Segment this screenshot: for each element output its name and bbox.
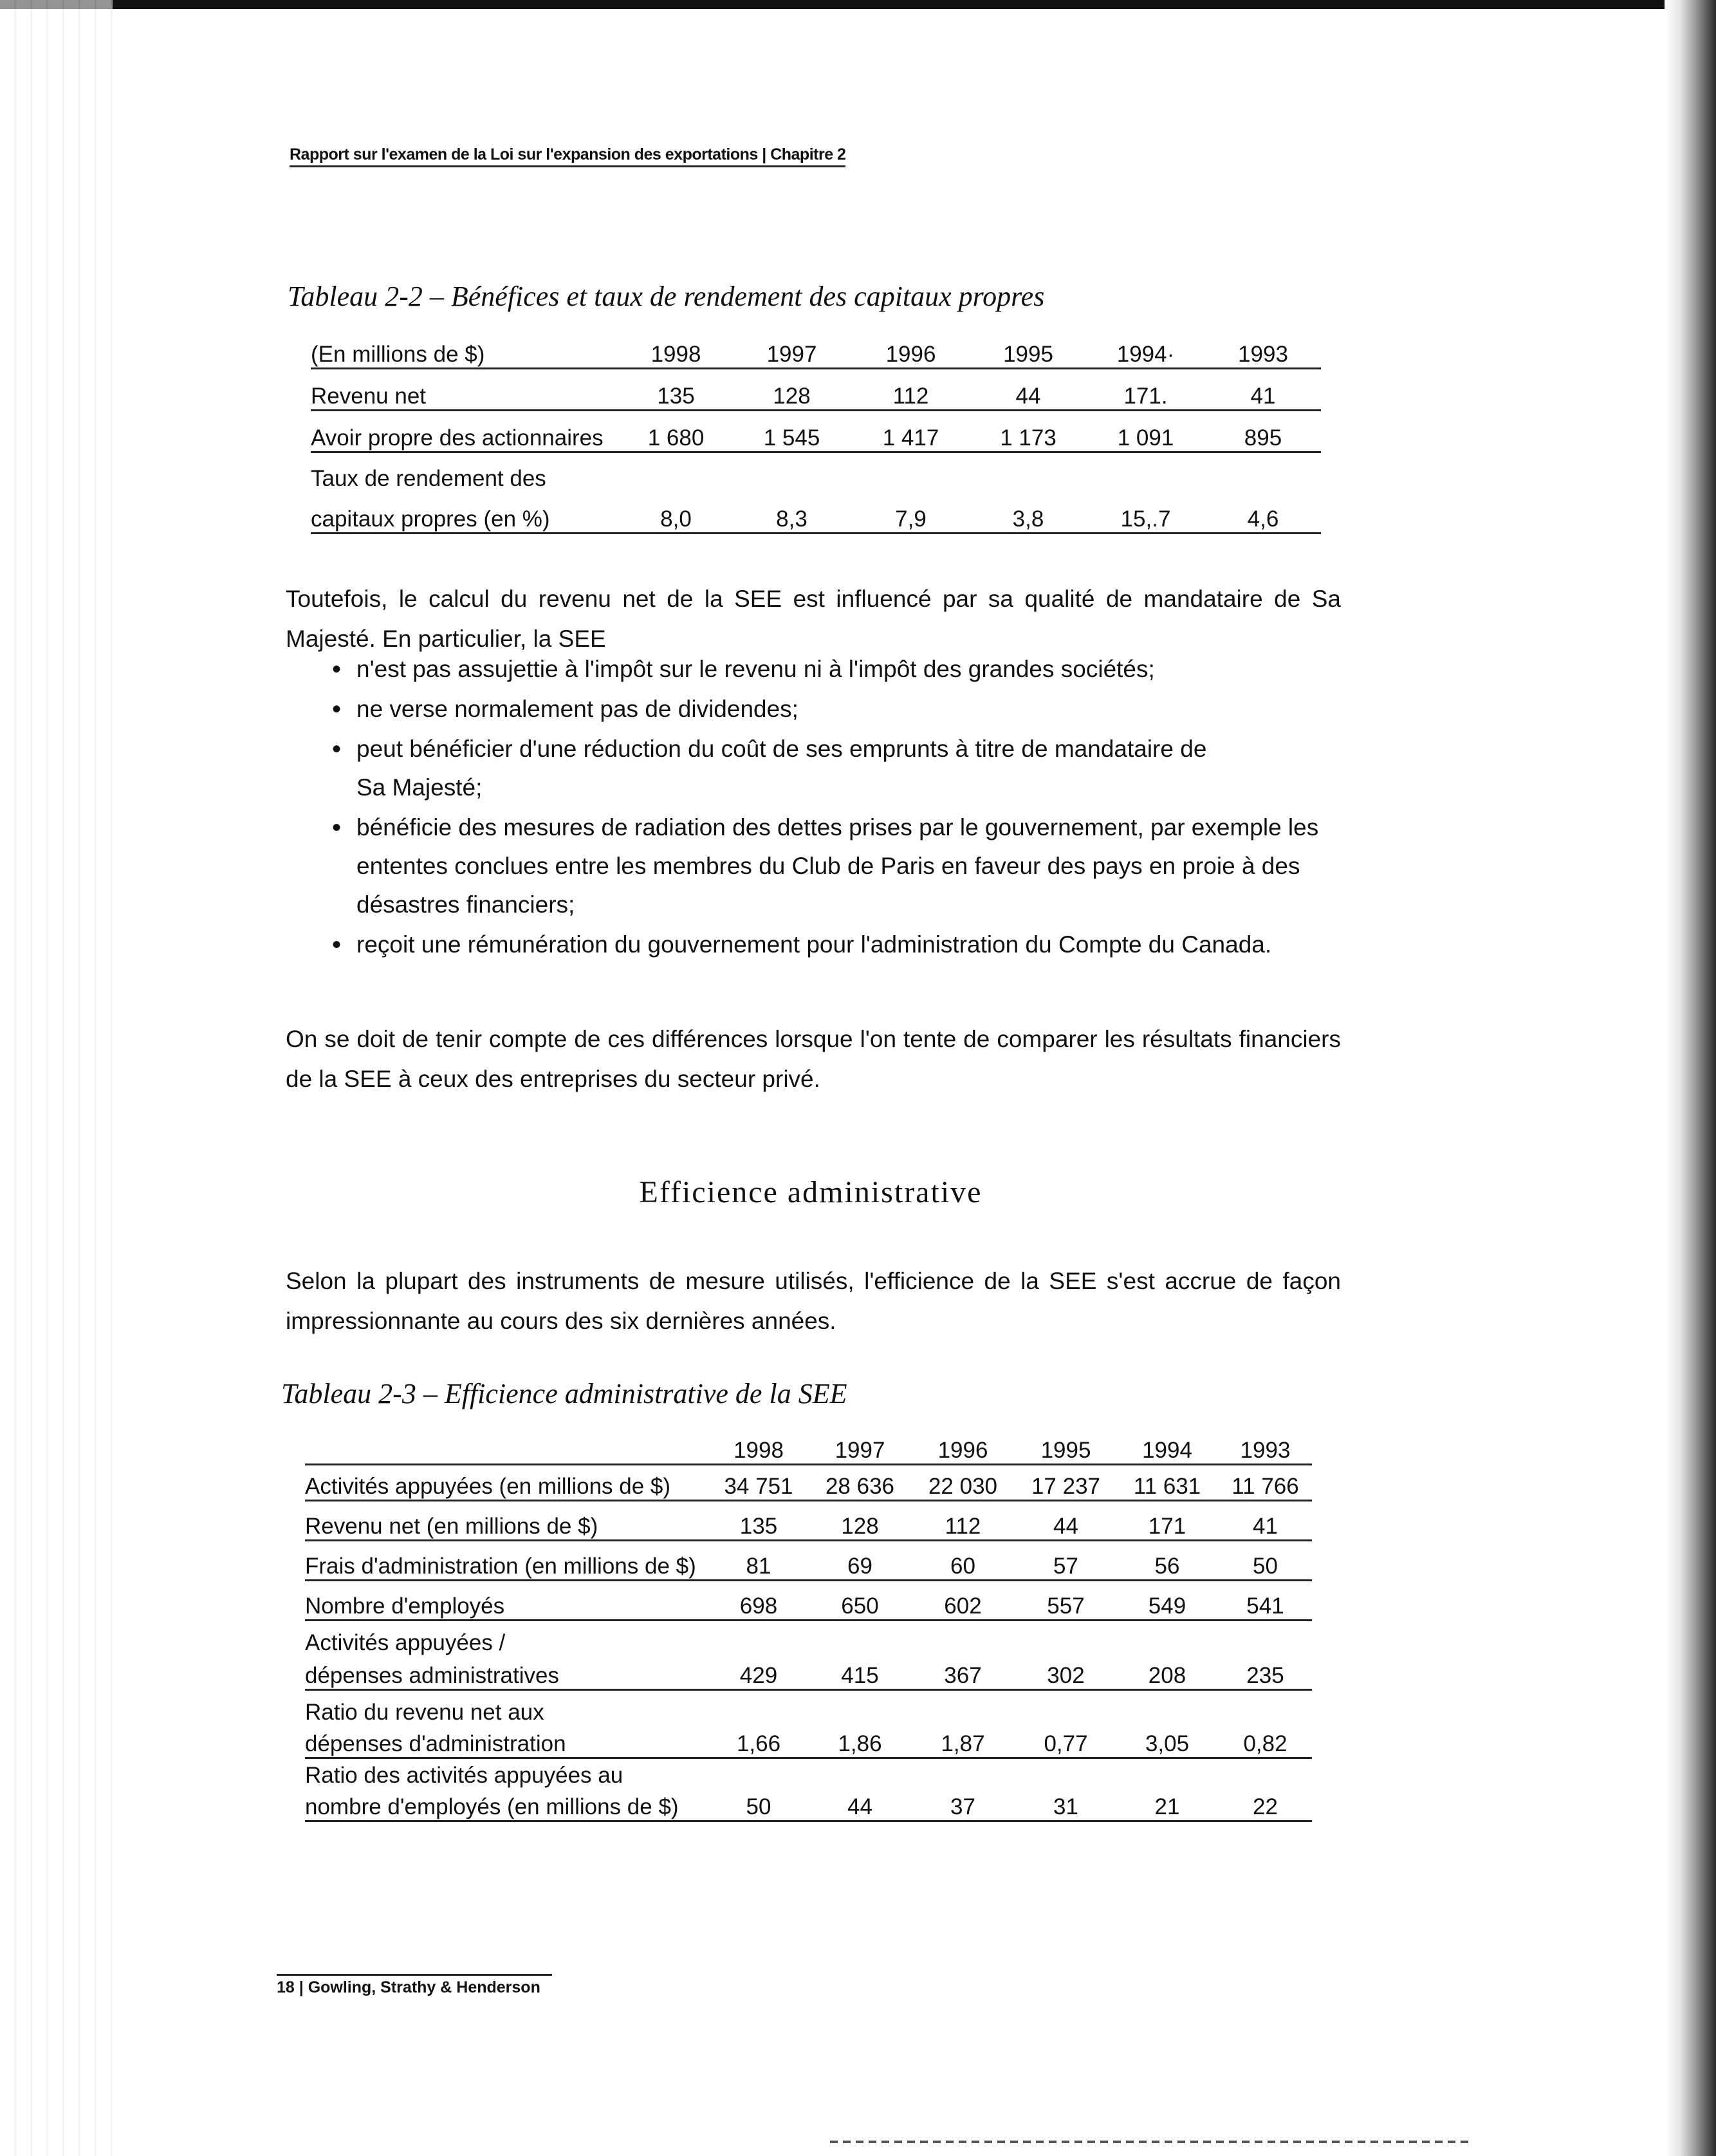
list-item: • n'est pas assujettie à l'impôt sur le revenu ni à l'impôt des grandes sociétés;: [332, 650, 1336, 689]
table-cell: [851, 452, 970, 492]
table-2-2-header-cell: (En millions de $): [311, 331, 620, 368]
section-title: Efficience administrative: [639, 1175, 983, 1209]
table-cell: 44: [1016, 1500, 1116, 1540]
table-cell: [1205, 452, 1321, 492]
table-cell: 17 237: [1016, 1464, 1116, 1500]
table-cell: 8,3: [732, 492, 851, 533]
table-cell: 81: [707, 1540, 810, 1580]
table-cell: 135: [707, 1500, 810, 1540]
table-2-2-header-cell: 1998: [620, 331, 732, 368]
bullet-list: [332, 650, 1336, 965]
table-cell: Ratio des activités appuyées au: [305, 1763, 623, 1788]
table-cell: Revenu net: [311, 368, 620, 410]
table-cell: [732, 452, 851, 492]
table-cell: 1,86: [810, 1725, 910, 1758]
table-cell: [707, 1689, 810, 1725]
table-2-3-header-cell: 1996: [910, 1426, 1016, 1464]
table-cell: 208: [1116, 1656, 1219, 1689]
table-cell: Activités appuyées /: [305, 1630, 506, 1655]
table-cell: 28 636: [810, 1464, 910, 1500]
table-cell: 549: [1116, 1580, 1219, 1620]
table-cell: [1016, 1689, 1116, 1725]
table-cell: 22: [1219, 1789, 1312, 1821]
table-2-3-header-cell: 1993: [1219, 1426, 1312, 1464]
table-cell: 22 030: [910, 1464, 1016, 1500]
table-cell: capitaux propres (en %): [311, 492, 620, 533]
table-cell: 367: [910, 1656, 1016, 1689]
table-2-3-header-cell: 1998: [707, 1426, 810, 1464]
section-paragraph: Selon la plupart des instruments de mesure utilisés, l'efficience de la SEE s'est accrue de façon impressionnante au cours des six dernières années.: [286, 1268, 1341, 1334]
table-cell: 650: [810, 1580, 910, 1620]
table-cell: 57: [1016, 1540, 1116, 1580]
table-cell: 60: [910, 1540, 1016, 1580]
table-cell: 1 173: [970, 410, 1086, 452]
table-cell: 56: [1116, 1540, 1219, 1580]
table-cell: 171: [1116, 1500, 1219, 1540]
table-cell: 1 417: [851, 410, 970, 452]
list-item: • reçoit une rémunération du gouvernement pour l'administration du Compte du Canada.: [332, 925, 1336, 964]
table-cell: 37: [910, 1789, 1016, 1821]
table-cell: 1,66: [707, 1725, 810, 1758]
scan-edge-top: [0, 0, 1716, 9]
table-cell: 1 545: [732, 410, 851, 452]
table-cell: 50: [1219, 1540, 1312, 1580]
table-cell: [1086, 452, 1205, 492]
table-cell: [1116, 1689, 1219, 1725]
table-cell: 4,6: [1205, 492, 1321, 533]
table-cell: [1219, 1620, 1312, 1656]
table-cell: [810, 1689, 910, 1725]
table-cell: 31: [1016, 1789, 1116, 1821]
table-cell: [1016, 1620, 1116, 1656]
table-cell: 1 680: [620, 410, 732, 452]
table-cell: Avoir propre des actionnaires: [311, 410, 620, 452]
table-cell: [910, 1758, 1016, 1789]
table-cell: 128: [732, 368, 851, 410]
table-2-2-header-cell: 1996: [851, 331, 970, 368]
table-cell: 698: [707, 1580, 810, 1620]
table-cell: 44: [970, 368, 1086, 410]
table-cell: 171.: [1086, 368, 1205, 410]
table-cell: 7,9: [851, 492, 970, 533]
table-cell: 41: [1205, 368, 1321, 410]
table-cell: nombre d'employés (en millions de $): [305, 1789, 707, 1821]
table-cell: 235: [1219, 1656, 1312, 1689]
table-row: [305, 1689, 1312, 1725]
list-item: • ne verse normalement pas de dividendes;: [332, 690, 1336, 729]
table-cell: [810, 1758, 910, 1789]
table-cell: 557: [1016, 1580, 1116, 1620]
table-cell: dépenses administratives: [305, 1656, 707, 1689]
table-2-2: [311, 331, 1321, 534]
table-row: [311, 410, 1321, 452]
table-cell: 895: [1205, 410, 1321, 452]
table-cell: Activités appuyées (en millions de $): [305, 1464, 707, 1500]
table-cell: 41: [1219, 1500, 1312, 1540]
table-2-3-header-cell: 1994: [1116, 1426, 1219, 1464]
closing-paragraph: On se doit de tenir compte de ces différences lorsque l'on tente de comparer les résultats financiers de la SEE à ceux des entreprises du secteur privé.: [286, 1026, 1341, 1092]
table-cell: [910, 1620, 1016, 1656]
table-row: [311, 452, 1321, 492]
table-cell: 1 091: [1086, 410, 1205, 452]
table-cell: 0,82: [1219, 1725, 1312, 1758]
table-cell: [1016, 1758, 1116, 1789]
table-2-2-header-cell: 1994·: [1086, 331, 1205, 368]
table-cell: 302: [1016, 1656, 1116, 1689]
table-cell: [620, 452, 732, 492]
table-cell: Taux de rendement des: [311, 466, 546, 491]
table-row: [311, 492, 1321, 533]
table-cell: 69: [810, 1540, 910, 1580]
table-2-3: [305, 1426, 1312, 1822]
table-row: [305, 1758, 1312, 1789]
table-cell: [707, 1620, 810, 1656]
table-cell: Ratio du revenu net aux: [305, 1700, 544, 1725]
table-cell: [810, 1620, 910, 1656]
page-footer: 18 | Gowling, Strathy & Henderson: [277, 1974, 552, 1997]
table-cell: Nombre d'employés: [305, 1580, 707, 1620]
table-cell: Revenu net (en millions de $): [305, 1500, 707, 1540]
table-cell: [1219, 1758, 1312, 1789]
table-row: [305, 1464, 1312, 1500]
scan-edge-right: [1665, 0, 1716, 2156]
list-item: • bénéficie des mesures de radiation des dettes prises par le gouvernement, par exemple les ententes conclues entre les membres du Club de Paris en faveur des pays en proie à des désastres financiers;: [332, 808, 1336, 924]
table-cell: 429: [707, 1656, 810, 1689]
table-2-3-header-cell: 1995: [1016, 1426, 1116, 1464]
table-row: [305, 1500, 1312, 1540]
table-cell: dépenses d'administration: [305, 1725, 707, 1758]
table-cell: 0,77: [1016, 1725, 1116, 1758]
table-cell: 3,05: [1116, 1725, 1219, 1758]
table-cell: 1,87: [910, 1725, 1016, 1758]
table-2-2-header-cell: 1993: [1205, 331, 1321, 368]
table-2-3-header-cell: [305, 1426, 707, 1464]
table-cell: 34 751: [707, 1464, 810, 1500]
table-cell: 3,8: [970, 492, 1086, 533]
table-2-3-caption: Tableau 2-3 – Efficience administrative de la SEE: [281, 1378, 847, 1409]
table-2-2-header-row: [311, 331, 1321, 368]
table-row: [305, 1789, 1312, 1821]
table-cell: 112: [910, 1500, 1016, 1540]
table-cell: 21: [1116, 1789, 1219, 1821]
table-row: [305, 1656, 1312, 1689]
table-row: [305, 1620, 1312, 1656]
table-cell: 128: [810, 1500, 910, 1540]
table-2-3-header-cell: 1997: [810, 1426, 910, 1464]
list-item: • peut bénéficier d'une réduction du coût de ses emprunts à titre de mandataire de Sa Majesté;: [332, 730, 1219, 807]
table-2-2-caption: Tableau 2-2 – Bénéfices et taux de rendement des capitaux propres: [288, 281, 1045, 312]
running-head: Rapport sur l'examen de la Loi sur l'expansion des exportations | Chapitre 2: [290, 145, 845, 167]
table-cell: 135: [620, 368, 732, 410]
table-cell: [1116, 1758, 1219, 1789]
table-cell: 415: [810, 1656, 910, 1689]
table-2-2-header-cell: 1997: [732, 331, 851, 368]
table-cell: 541: [1219, 1580, 1312, 1620]
table-cell: [970, 452, 1086, 492]
table-cell: 11 766: [1219, 1464, 1312, 1500]
table-cell: 602: [910, 1580, 1016, 1620]
intro-paragraph: Toutefois, le calcul du revenu net de la SEE est influencé par sa qualité de mandataire de Sa Majesté. En particulier, la SEE: [286, 586, 1341, 652]
table-cell: 15,.7: [1086, 492, 1205, 533]
scan-edge-left: [0, 0, 113, 2156]
table-cell: [707, 1758, 810, 1789]
table-cell: [1219, 1689, 1312, 1725]
scan-edge-bottom: [830, 2141, 1473, 2143]
table-cell: 44: [810, 1789, 910, 1821]
table-2-2-header-cell: 1995: [970, 331, 1086, 368]
table-cell: 50: [707, 1789, 810, 1821]
table-cell: Frais d'administration (en millions de $): [305, 1540, 707, 1580]
table-cell: 11 631: [1116, 1464, 1219, 1500]
table-row: [305, 1540, 1312, 1580]
table-row: [311, 368, 1321, 410]
table-2-3-header-row: [305, 1426, 1312, 1464]
table-row: [305, 1725, 1312, 1758]
table-cell: 8,0: [620, 492, 732, 533]
table-row: [305, 1580, 1312, 1620]
table-cell: [910, 1689, 1016, 1725]
table-cell: [1116, 1620, 1219, 1656]
table-cell: 112: [851, 368, 970, 410]
